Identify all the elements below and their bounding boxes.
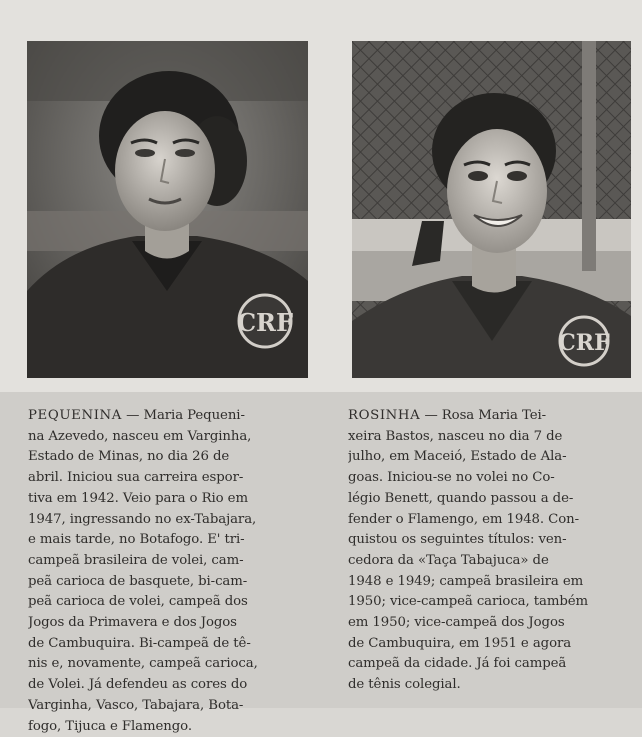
caption-line: quistou os seguintes títulos: ven- [348,532,567,548]
caption-line: goas. Iniciou-se no volei no Co- [348,470,555,486]
svg-text:CRF: CRF [558,330,610,356]
caption-text: Maria Pequeni- [143,408,245,423]
caption-pequenina [28,406,306,737]
caption-line: de tênis colegial. [348,677,461,693]
caption-line: xeira Bastos, nasceu no dia 7 de [348,428,563,444]
caption-line: peã carioca de volei, campeã dos [28,594,248,610]
caption-line: campeã brasileira de volei, cam- [28,552,244,568]
caption-line: de Cambuquira, em 1951 e agora [348,635,572,651]
caption-line: fogo, Tijuca e Flamengo. [28,718,192,734]
caption-line: 1950; vice-campeã carioca, também [348,594,589,610]
svg-text:CRF: CRF [236,308,294,337]
photo-pequenina [27,41,308,378]
caption-line: 1947, ingressando no ex-Tabajara, [28,511,257,527]
caption-text: Rosa Maria Tei- [441,408,547,423]
flamengo-crest-icon [237,295,293,347]
caption-line: abril. Iniciou sua carreira espor- [28,470,244,486]
caption-line [28,406,306,427]
caption-line: cedora da «Taça Tabajuca» de [348,552,549,568]
name-heading: ROSINHA [348,408,421,423]
caption-line: de Volei. Já defendeu as cores do [28,677,248,693]
caption-line: Varginha, Vasco, Tabajara, Bota- [28,697,244,713]
separator: — [420,408,442,423]
name-heading: PEQUENINA [28,408,122,423]
caption-line: e mais tarde, no Botafogo. E' tri- [28,532,245,548]
separator: — [122,408,144,423]
caption-line: tiva em 1942. Veio para o Rio em [28,490,248,506]
caption-line [348,406,630,427]
caption-line: julho, em Maceió, Estado de Ala- [348,449,567,465]
caption-line: Jogos da Primavera e dos Jogos [28,615,237,631]
caption-line: légio Benett, quando passou a de- [348,490,574,506]
caption-line: na Azevedo, nasceu em Varginha, [28,428,252,444]
flamengo-crest-icon [558,317,610,365]
caption-line: 1948 e 1949; campeã brasileira em [348,573,584,589]
caption-line: campeã da cidade. Já foi campeã [348,656,567,672]
caption-line: de Cambuquira. Bi-campeã de tê- [28,635,251,651]
caption-rosinha [348,406,630,696]
caption-line: peã carioca de basquete, bi-cam- [28,573,248,589]
caption-line: em 1950; vice-campeã dos Jogos [348,615,565,631]
caption-line: Estado de Minas, no dia 26 de [28,449,230,465]
caption-line: nis e, novamente, campeã carioca, [28,656,258,672]
photo-rosinha [352,41,631,378]
caption-line: fender o Flamengo, em 1948. Con- [348,511,580,527]
